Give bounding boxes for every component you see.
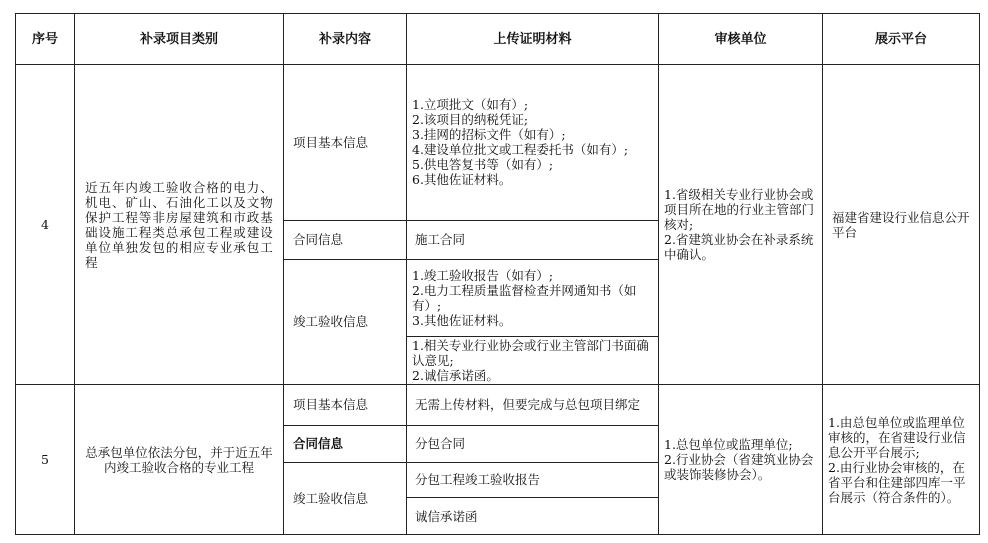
header-serial-number: 序号	[16, 14, 75, 65]
table-header-row	[16, 14, 980, 65]
row5-contract-label: 合同信息	[284, 425, 407, 462]
list-item: 1.相关专业行业协会或行业主管部门书面确认意见;	[412, 338, 649, 369]
header-project-category: 补录项目类别	[75, 14, 284, 65]
header-review-unit: 审核单位	[659, 14, 823, 65]
row4-contract-material: 施工合同	[407, 220, 659, 259]
row5-platforms	[823, 385, 980, 535]
row5-acceptance-material: 分包工程竣工验收报告	[407, 462, 659, 498]
row4-acceptance-label: 竣工验收信息	[284, 259, 407, 384]
table-row	[16, 385, 980, 426]
row4-category: 近五年内竣工验收合格的电力、机电、矿山、石油化工以及文物保护工程等非房屋建筑和市政基础设施工程类总承包工程或建设单位单独发包的相应专业承包工程	[85, 179, 273, 270]
row4-extra-materials	[407, 337, 659, 385]
row4-basic-info-materials	[407, 65, 659, 221]
row5-category-cell	[75, 385, 284, 535]
list-item: 2.该项目的纳税凭证;	[412, 112, 529, 128]
row5-reviewers	[659, 385, 823, 535]
list-item: 6.其他佐证材料。	[412, 172, 512, 188]
list-item: 3.挂网的招标文件（如有）;	[412, 127, 566, 143]
row4-serial-number: 4	[16, 65, 75, 385]
row4-acceptance-materials	[407, 259, 659, 336]
header-supplement-content: 补录内容	[284, 14, 407, 65]
list-item: 3.其他佐证材料。	[412, 312, 512, 328]
list-item: 1.竣工验收报告（如有）;	[412, 267, 554, 283]
list-item: 2.诚信承诺函。	[412, 368, 499, 384]
list-item: 1.由总包单位或监理单位审核的，在省建设行业信息公开平台展示;	[828, 414, 966, 460]
row4-category-cell	[75, 65, 284, 385]
list-item: 2.省建筑业协会在补录系统中确认。	[664, 232, 814, 263]
row4-reviewers	[659, 65, 823, 385]
row5-category: 总承包单位依法分包，并于近五年内竣工验收合格的专业工程	[85, 444, 273, 475]
row5-basic-info-material: 无需上传材料，但要完成与总包项目绑定	[407, 385, 659, 426]
list-item: 2.行业协会（省建筑业协会或装饰装修协会）。	[664, 452, 814, 483]
list-item: 1.立项批文（如有）;	[412, 97, 529, 113]
row5-commitment-material: 诚信承诺函	[407, 498, 659, 535]
row4-contract-label: 合同信息	[284, 220, 407, 259]
row5-basic-info-label: 项目基本信息	[284, 385, 407, 426]
list-item: 5.供电答复书等（如有）;	[412, 157, 554, 173]
header-upload-materials: 上传证明材料	[407, 14, 659, 65]
row4-basic-info-label: 项目基本信息	[284, 65, 407, 221]
list-item: 1.省级相关专业行业协会或项目所在地的行业主管部门核对;	[664, 187, 815, 233]
row5-contract-material: 分包合同	[407, 425, 659, 462]
row5-serial-number: 5	[16, 385, 75, 535]
list-item: 4.建设单位批文或工程委托书（如有）;	[412, 142, 629, 158]
list-item: 2.由行业协会审核的，在省平台和住建部四库一平台展示（符合条件的）。	[828, 459, 966, 505]
list-item: 2.电力工程质量监督检查并网通知书（如有）;	[412, 282, 637, 313]
row4-platform: 福建省建设行业信息公开平台	[823, 65, 980, 385]
header-display-platform: 展示平台	[823, 14, 980, 65]
table-row	[16, 65, 980, 221]
list-item: 1.总包单位或监理单位;	[664, 437, 793, 453]
row5-acceptance-label: 竣工验收信息	[284, 462, 407, 534]
supplementary-project-table	[15, 13, 980, 535]
